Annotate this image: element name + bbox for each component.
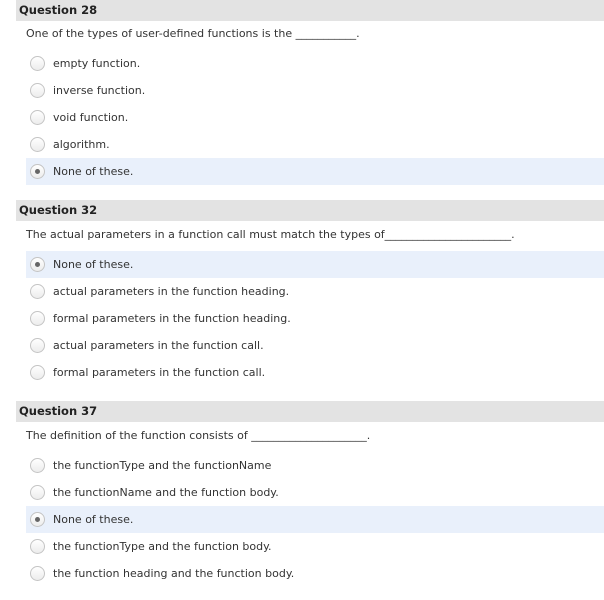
option-label: None of these.: [53, 513, 134, 526]
radio-button[interactable]: [30, 485, 45, 500]
answer-option[interactable]: [26, 359, 604, 386]
option-label: algorithm.: [53, 138, 110, 151]
option-label: empty function.: [53, 57, 141, 70]
radio-button[interactable]: [30, 83, 45, 98]
answer-option[interactable]: [26, 50, 604, 77]
radio-button[interactable]: [30, 110, 45, 125]
answer-option[interactable]: [26, 104, 604, 131]
answer-option[interactable]: [26, 251, 604, 278]
question-title: Question 32: [16, 200, 604, 221]
radio-button[interactable]: [30, 257, 45, 272]
radio-button[interactable]: [30, 539, 45, 554]
radio-button[interactable]: [30, 56, 45, 71]
option-label: actual parameters in the function call.: [53, 339, 264, 352]
option-label: the function heading and the function body.: [53, 567, 295, 580]
answer-option[interactable]: [26, 305, 604, 332]
radio-button[interactable]: [30, 137, 45, 152]
radio-button[interactable]: [30, 566, 45, 581]
answer-option[interactable]: [26, 131, 604, 158]
answer-option[interactable]: [26, 506, 604, 533]
option-label: None of these.: [53, 258, 134, 271]
radio-button[interactable]: [30, 458, 45, 473]
answer-option[interactable]: [26, 560, 604, 587]
radio-button[interactable]: [30, 284, 45, 299]
option-label: None of these.: [53, 165, 134, 178]
option-label: formal parameters in the function heading.: [53, 312, 291, 325]
option-label: actual parameters in the function heading.: [53, 285, 290, 298]
question-title: Question 37: [16, 401, 604, 422]
option-label: inverse function.: [53, 84, 146, 97]
question-text: The actual parameters in a function call must match the types of_______________________.: [26, 228, 515, 241]
option-label: the functionType and the functionName: [53, 459, 272, 472]
radio-button[interactable]: [30, 365, 45, 380]
question-title: Question 28: [16, 0, 604, 21]
radio-button[interactable]: [30, 338, 45, 353]
question-text: One of the types of user-defined functions is the ___________.: [26, 27, 360, 40]
radio-button[interactable]: [30, 311, 45, 326]
option-label: formal parameters in the function call.: [53, 366, 266, 379]
option-label: void function.: [53, 111, 129, 124]
answer-option[interactable]: [26, 479, 604, 506]
option-label: the functionType and the function body.: [53, 540, 272, 553]
answer-option[interactable]: [26, 332, 604, 359]
answer-option[interactable]: [26, 158, 604, 185]
answer-option[interactable]: [26, 533, 604, 560]
option-label: the functionName and the function body.: [53, 486, 279, 499]
question-text: The definition of the function consists of _____________________.: [26, 429, 371, 442]
answer-option[interactable]: [26, 452, 604, 479]
radio-button[interactable]: [30, 512, 45, 527]
answer-option[interactable]: [26, 278, 604, 305]
answer-option[interactable]: [26, 77, 604, 104]
radio-button[interactable]: [30, 164, 45, 179]
